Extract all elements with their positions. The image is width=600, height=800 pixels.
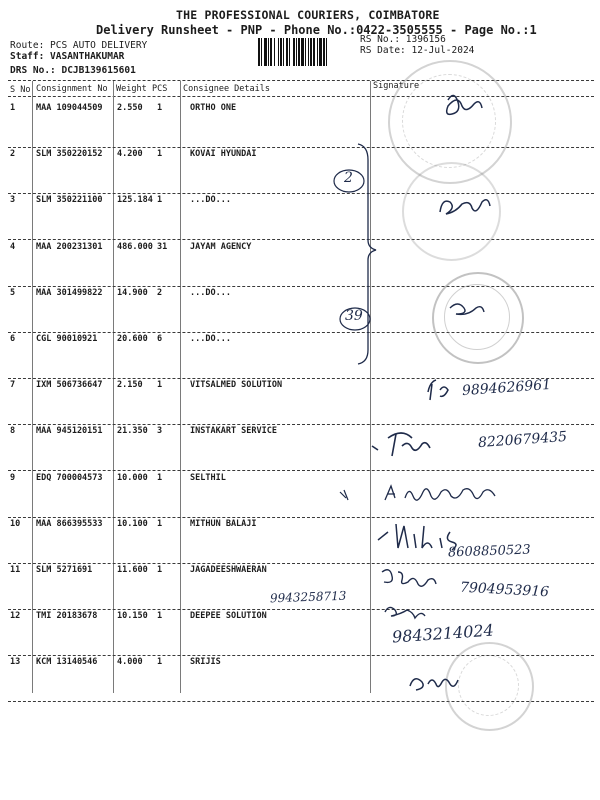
row-sno: 8 (10, 426, 16, 436)
row-consignee: VITSALMED SOLUTION (190, 380, 283, 390)
count-39: 39 (345, 308, 363, 324)
row-sno: 11 (10, 565, 21, 575)
row-consignee: MITHUN BALAJI (190, 519, 257, 529)
signature-8 (372, 433, 430, 456)
signature-6 (450, 304, 484, 314)
company-name: THE PROFESSIONAL COURIERS, COIMBATORE (176, 8, 440, 22)
row-sno: 7 (10, 380, 16, 390)
phone-row-7: 9894626961 (461, 376, 552, 400)
row-sno: 3 (10, 195, 16, 205)
staff-label: Staff: VASANTHAKUMAR (10, 51, 125, 62)
signature-9-mark (340, 490, 348, 500)
row-consignment-no: MAA 109044509 (36, 103, 103, 113)
row-weight: 2.150 (117, 380, 143, 390)
row-weight: 10.100 (117, 519, 148, 529)
row-pcs: 31 (157, 242, 168, 252)
col-pcs: PCS (152, 84, 168, 94)
rs-number: RS No.: 1396156 (360, 34, 446, 45)
rs-date: RS Date: 12-Jul-2024 (360, 45, 475, 56)
row-consignment-no: CGL 90010921 (36, 334, 98, 344)
row-consignee: ...DO... (190, 334, 231, 344)
phone-row-8: 8220679435 (477, 428, 568, 452)
signature-7 (428, 380, 448, 400)
row-pcs: 1 (157, 473, 163, 483)
phone-row-11a: 9943258713 (269, 588, 347, 606)
row-sno: 1 (10, 103, 16, 113)
row-sno: 5 (10, 288, 16, 298)
signature-13 (410, 679, 458, 690)
row-pcs: 1 (157, 565, 163, 575)
row-consignee: DEEPEE SOLUTION (190, 611, 267, 621)
row-weight: 4.200 (117, 149, 143, 159)
drs-number: DRS No.: DCJB139615601 (10, 65, 136, 76)
signature-9 (385, 486, 495, 500)
row-pcs: 1 (157, 380, 163, 390)
col-weight: Weight (116, 84, 147, 94)
row-sno: 13 (10, 657, 21, 667)
row-consignee: INSTAKART SERVICE (190, 426, 277, 436)
row-pcs: 1 (157, 519, 163, 529)
row-pcs: 1 (157, 611, 163, 621)
row-weight: 10.000 (117, 473, 148, 483)
row-pcs: 3 (157, 426, 163, 436)
row-pcs: 2 (157, 288, 163, 298)
phone-row-12: 9843214024 (391, 620, 495, 647)
row-sno: 6 (10, 334, 16, 344)
row-consignment-no: IXM 506736647 (36, 380, 103, 390)
col-consignment: Consignment No (36, 84, 108, 94)
runsheet-title: Delivery Runsheet - PNP - Phone No.:0422-3505555 - Page No.:1 (96, 23, 537, 37)
row-consignee: JAYAM AGENCY (190, 242, 252, 252)
row-consignment-no: KCM 13140546 (36, 657, 98, 667)
row-sno: 10 (10, 519, 21, 529)
col-signature: Signature (373, 81, 420, 91)
row-weight: 125.184 (117, 195, 153, 205)
row-consignment-no: EDQ 700004573 (36, 473, 103, 483)
row-consignment-no: SLM 5271691 (36, 565, 93, 575)
row-weight: 2.550 (117, 103, 143, 113)
row-weight: 10.150 (117, 611, 148, 621)
row-consignment-no: MAA 200231301 (36, 242, 103, 252)
row-pcs: 1 (157, 195, 163, 205)
phone-row-10: 8608850523 (447, 542, 531, 561)
col-consignee: Consignee Details (183, 84, 270, 94)
row-consignee: JAGADEESHWAERAN (190, 565, 267, 575)
row-consignment-no: TMI 20183678 (36, 611, 98, 621)
row-consignment-no: MAA 301499822 (36, 288, 103, 298)
row-pcs: 1 (157, 103, 163, 113)
row-pcs: 1 (157, 149, 163, 159)
row-consignment-no: SLM 350220152 (36, 149, 103, 159)
signature-12 (385, 607, 425, 618)
row-sno: 4 (10, 242, 16, 252)
row-pcs: 1 (157, 657, 163, 667)
route-label: Route: PCS AUTO DELIVERY (10, 40, 148, 51)
row-consignee: SRIJIS (190, 657, 221, 667)
row-weight: 11.600 (117, 565, 148, 575)
row-weight: 21.350 (117, 426, 148, 436)
row-consignment-no: SLM 350221100 (36, 195, 103, 205)
row-consignee: KOVAI HYUNDAI (190, 149, 257, 159)
row-consignee: SELTHIL (190, 473, 226, 483)
row-weight: 20.600 (117, 334, 148, 344)
row-sno: 9 (10, 473, 16, 483)
row-consignment-no: MAA 866395533 (36, 519, 103, 529)
row-sno: 12 (10, 611, 21, 621)
row-weight: 4.000 (117, 657, 143, 667)
signature-10 (378, 524, 456, 550)
row-consignee: ...DO... (190, 195, 231, 205)
count-2: 2 (344, 170, 353, 186)
phone-row-11b: 7904953916 (459, 579, 550, 601)
row-sno: 2 (10, 149, 16, 159)
signature-3 (440, 200, 490, 214)
row-consignee: ...DO... (190, 288, 231, 298)
signature-1 (447, 95, 482, 114)
row-weight: 14.900 (117, 288, 148, 298)
row-pcs: 6 (157, 334, 163, 344)
col-sno: S No (10, 85, 31, 95)
signature-11 (382, 570, 436, 587)
row-consignee: ORTHO ONE (190, 103, 237, 113)
row-weight: 486.000 (117, 242, 153, 252)
row-consignment-no: MAA 945120151 (36, 426, 103, 436)
